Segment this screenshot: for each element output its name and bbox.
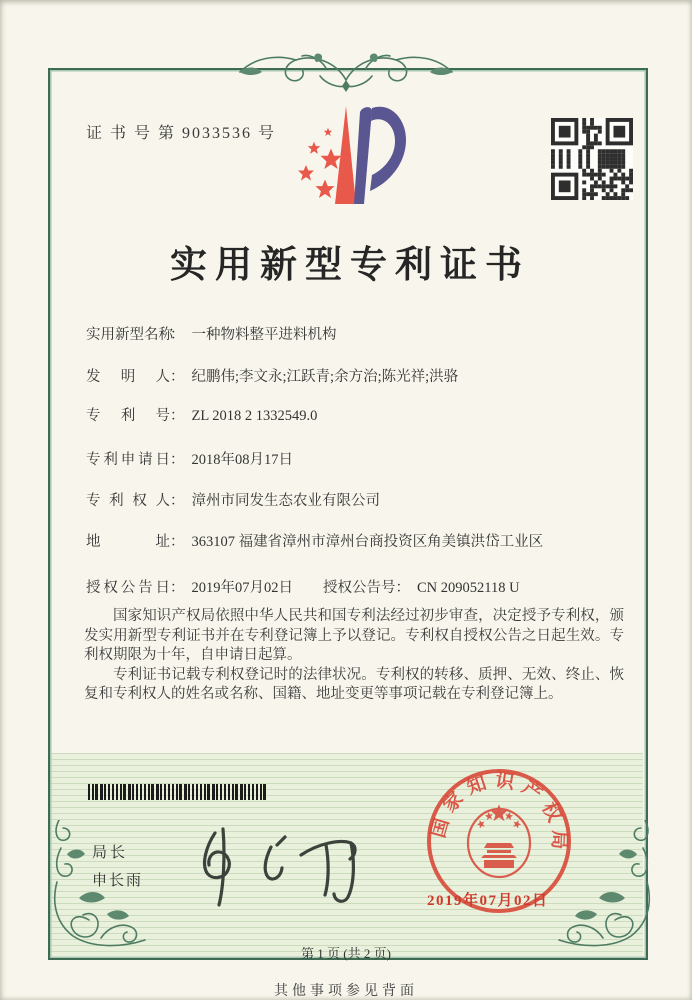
- field-value: 2018年08月17日: [191, 452, 293, 468]
- seal-date: 2019年07月02日: [427, 893, 549, 909]
- field-value: CN 209052118 U: [417, 580, 520, 596]
- field-colon: ：: [395, 580, 410, 596]
- field-grant-row: [86, 576, 646, 597]
- field-value: ZL 2018 2 1332549.0: [191, 408, 318, 424]
- field-value: 纪鹏伟;李文永;江跃青;余方治;陈光祥;洪骆: [191, 369, 459, 385]
- field-colon: ：: [170, 408, 185, 424]
- field-label: 专利号: [86, 408, 170, 424]
- qr-code-icon: [551, 118, 633, 200]
- back-side-note: 其他事项参见背面: [274, 984, 418, 999]
- field-label: 实用新型名称: [86, 327, 173, 343]
- field-value: 2019年07月02日: [191, 580, 293, 596]
- field-colon: ：: [170, 369, 185, 385]
- field-value: 漳州市同发生态农业有限公司: [191, 493, 380, 509]
- field-colon: ：: [170, 580, 185, 596]
- field-label: 专利申请日: [86, 452, 170, 468]
- field-utility-model-name: [86, 323, 337, 344]
- field-label: 地址: [86, 534, 170, 550]
- certificate-title: 实用新型专利证书: [170, 245, 530, 286]
- legal-paragraph-2: 专利证书记载专利权登记时的法律状况。专利权的转移、质押、无效、终止、恢复和专利权人的姓名或名称、国籍、地址变更等事项记载在专利登记簿上。: [84, 666, 624, 702]
- field-filing-date: [86, 448, 293, 469]
- field-grant-number: [323, 576, 520, 597]
- field-colon: ：: [170, 534, 185, 550]
- legal-paragraph-1: 国家知识产权局依照中华人民共和国专利法经过初步审查，决定授予专利权，颁发实用新型专利证书并在专利登记簿上予以登记。专利权自授权公告之日起生效。专利权期限为十年，自申请日起算。: [84, 608, 624, 663]
- field-label: 授权公告日: [86, 580, 170, 596]
- cnipa-logo-icon: [276, 92, 426, 232]
- field-colon: ：: [170, 493, 185, 509]
- legal-text: [84, 607, 624, 705]
- handwritten-signature-icon: [193, 815, 368, 913]
- commissioner-title: 局长: [92, 844, 129, 861]
- certificate-number: 证 书 号 第 9033536 号: [86, 125, 277, 142]
- commissioner-name: 申长雨: [92, 872, 144, 889]
- field-inventors: [86, 365, 458, 386]
- field-label: 专利权人: [86, 493, 170, 509]
- field-value: 一种物料整平进料机构: [191, 327, 337, 343]
- field-label: 授权公告号: [323, 580, 396, 596]
- field-address: [86, 530, 543, 551]
- field-colon: ：: [170, 327, 185, 343]
- barcode-icon: [88, 784, 268, 800]
- field-patent-number: [86, 404, 317, 425]
- field-label: 发明人: [86, 369, 170, 385]
- field-value: 363107 福建省漳州市漳州台商投资区角美镇洪岱工业区: [191, 534, 544, 550]
- seal-text: 国家知识产权局: [428, 770, 570, 857]
- page-number: 第 1 页 (共 2 页): [301, 946, 391, 961]
- field-patentee: [86, 489, 380, 510]
- field-colon: ：: [170, 452, 185, 468]
